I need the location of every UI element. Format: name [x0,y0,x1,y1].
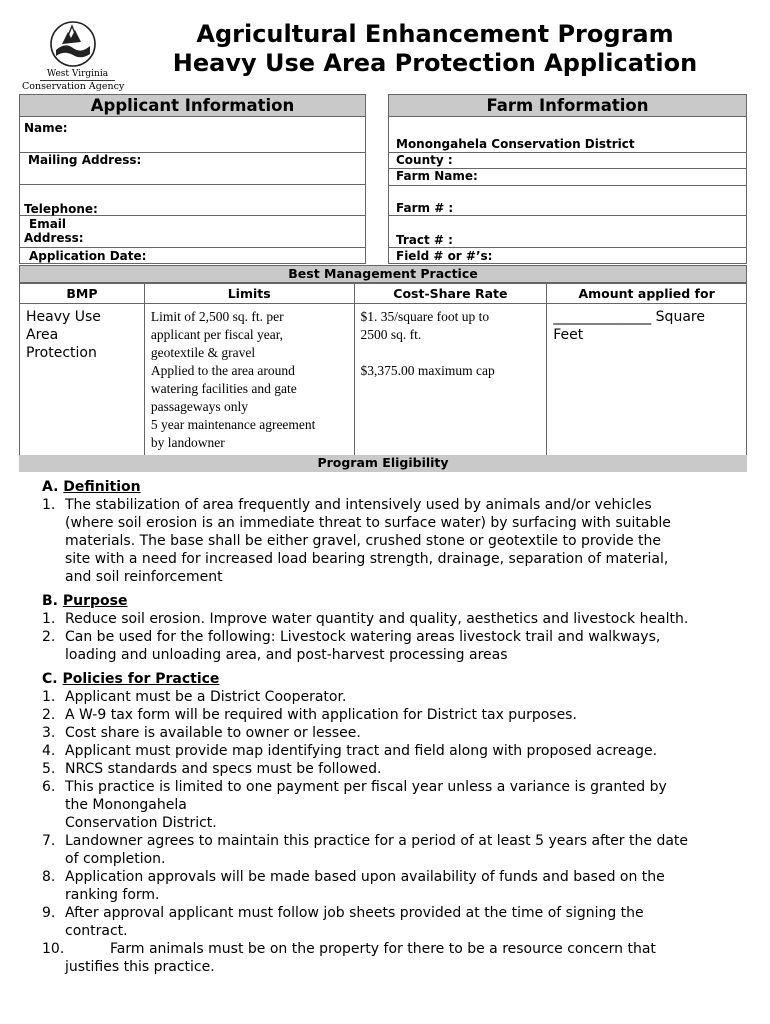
bmp-name-line: Area [26,327,59,343]
purpose-list [42,610,747,664]
list-item-line: materials. The base shall be either gravel, crushed stone or geotextile to provide the [65,533,662,549]
limits-line: watering facilities and gate [150,381,297,396]
policies-heading [42,670,747,688]
tract-number-field[interactable] [389,216,746,248]
list-item-number: 3. [42,725,56,741]
list-item-line: Applicant must provide map identifying tract and field along with proposed acreage. [65,743,658,759]
list-item-line: Cost share is available to owner or lessee. [65,725,361,741]
limits-line: Applied to the area around [150,363,295,378]
list-item-text [65,778,747,832]
applicant-name-label: Name: [24,121,68,135]
bmp-table [19,283,747,468]
list-item-number: 7. [42,833,56,849]
list-item-text [65,628,747,664]
definition-section [42,478,747,586]
list-item [42,496,747,586]
list-item-text [65,610,747,628]
bmp-name-line: Heavy Use [26,309,101,325]
list-item-text [65,742,747,760]
list-item-line: Conservation District. [65,815,217,831]
list-item [42,724,747,742]
farm-information-heading: Farm Information [389,95,746,117]
list-item-number: 6. [42,779,56,795]
email-label-line1: Email [29,217,67,231]
list-item [42,832,747,868]
list-item-text [65,868,747,904]
applicant-name-field[interactable] [20,118,365,153]
purpose-section [42,592,747,664]
list-item-number: 2. [42,629,56,645]
list-item-line: This practice is limited to one payment per fiscal year unless a variance is granted by [65,779,667,795]
definition-letter: A. [42,479,59,495]
col-header-amount-applied: Amount applied for [547,284,747,304]
mailing-address-label: Mailing Address: [28,153,142,167]
list-item-number: 10. [42,941,65,957]
limits-cell [144,304,354,468]
list-item [42,742,747,760]
bmp-table-header [20,284,747,304]
applicant-information-box [19,94,366,264]
email-label-line2: Address: [24,231,84,245]
list-item-text [65,496,747,586]
cost-share-rate-cell [354,304,547,468]
title-line2: Heavy Use Area Protection Application [172,49,698,77]
list-item [42,868,747,904]
policies-title: Policies for Practice [62,671,220,687]
list-item-line: Farm animals must be on the property for there to be a resource concern that [110,941,656,957]
col-header-limits: Limits [144,284,354,304]
list-item-line: of completion. [65,851,166,867]
bmp-cell [20,304,145,468]
application-date-label: Application Date: [29,249,147,263]
agency-name-line2: Conservation Agency [22,81,125,92]
list-item [42,628,747,664]
list-item-line: (where soil erosion is an immediate threat to surface water) by surfacing with suitable [65,515,671,531]
list-item [42,778,747,832]
list-item-number: 2. [42,707,56,723]
policies-section [42,670,747,976]
field-number-field[interactable] [389,248,746,264]
list-item-line: and soil reinforcement [65,569,223,585]
conservation-agency-seal-icon [48,20,98,68]
list-item-line: contract. [65,923,128,939]
list-item-number: 1. [42,689,56,705]
policies-letter: C. [42,671,58,687]
col-header-cost-share-rate: Cost-Share Rate [354,284,547,304]
list-item-line: Reduce soil erosion. Improve water quantity and quality, aesthetics and livestock health. [65,611,689,627]
list-item-line: Landowner agrees to maintain this practice for a period of at least 5 years after the date [65,833,689,849]
bmp-name-line: Protection [26,345,97,361]
definition-heading [42,478,747,496]
list-item-text [65,706,747,724]
title-line1: Agricultural Enhancement Program [196,20,674,48]
table-row [20,304,747,468]
list-item-text [65,724,747,742]
list-item [42,940,747,976]
mailing-address-field[interactable] [20,153,365,185]
list-item-line: NRCS standards and specs must be followed. [65,761,382,777]
agency-name-line1: West Virginia [40,69,115,81]
district-name: Monongahela Conservation District [396,137,635,151]
farm-information-box [388,94,747,264]
list-item-number: 1. [42,497,56,513]
list-item [42,904,747,940]
purpose-heading [42,592,747,610]
farm-name-label: Farm Name: [396,169,478,183]
list-item-text [65,832,747,868]
list-item-line: justifies this practice. [65,959,215,975]
amount-unit: Feet [553,327,584,343]
list-item-line: After approval applicant must follow job sheets provided at the time of signing the [65,905,644,921]
list-item-line: Application approvals will be made based upon availability of funds and based on the [65,869,665,885]
list-item-line: site with a need for increased load bearing strength, drainage, separation of material, [65,551,669,567]
limits-line: by landowner [150,435,225,450]
list-item-text [65,940,747,976]
tract-number-label: Tract # : [396,233,453,247]
list-item-line: Can be used for the following: Livestock watering areas livestock trail and walkways, [65,629,661,645]
district-row [389,118,746,153]
agency-logo [18,20,130,94]
list-item [42,706,747,724]
limits-line: 5 year maintenance agreement [150,417,316,432]
list-item-text [65,904,747,940]
definition-list [42,496,747,586]
list-item [42,610,747,628]
county-field[interactable] [389,153,746,169]
program-eligibility-heading: Program Eligibility [19,455,747,472]
limits-line: passageways only [150,399,248,414]
list-item-number: 9. [42,905,56,921]
list-item-number: 8. [42,869,56,885]
definition-title: Definition [63,479,141,495]
purpose-title: Purpose [62,593,128,609]
telephone-label: Telephone: [24,202,98,216]
purpose-letter: B. [42,593,58,609]
list-item [42,760,747,778]
list-item-text [65,688,747,706]
farm-number-label: Farm # : [396,201,454,215]
rate-line: $1. 35/square foot up to [360,309,490,324]
telephone-field[interactable] [20,185,365,216]
list-item-line: A W-9 tax form will be required with application for District tax purposes. [65,707,577,723]
list-item-number: 4. [42,743,56,759]
list-item [42,688,747,706]
farm-name-field[interactable] [389,169,746,186]
list-item-number: 1. [42,611,56,627]
policies-list [42,688,747,976]
list-item-text [65,760,747,778]
col-header-bmp: BMP [20,284,145,304]
county-label: County : [396,153,453,167]
limits-line: Limit of 2,500 sq. ft. per [150,309,284,324]
field-number-label: Field # or #’s: [396,249,493,263]
amount-applied-cell[interactable] [547,304,747,468]
list-item-number: 5. [42,761,56,777]
rate-line: 2500 sq. ft. [360,327,422,342]
eligibility-content [42,478,747,982]
list-item-line: loading and unloading area, and post-harvest processing areas [65,647,508,663]
limits-line: applicant per fiscal year, [150,327,284,342]
application-date-field[interactable] [20,248,365,264]
list-item-line: ranking form. [65,887,160,903]
list-item-line: The stabilization of area frequently and intensively used by animals and/or vehicles [65,497,652,513]
rate-cap: $3,375.00 maximum cap [360,363,495,378]
list-item-line: Applicant must be a District Cooperator. [65,689,347,705]
limits-line: geotextile & gravel [150,345,256,360]
applicant-information-heading: Applicant Information [20,95,365,117]
list-item-line: the Monongahela [65,797,187,813]
farm-number-field[interactable] [389,186,746,216]
amount-blank-line: ______________ Square [553,309,705,325]
best-management-practice-heading: Best Management Practice [19,265,747,283]
email-address-field[interactable] [20,216,365,248]
page-title [135,20,735,78]
